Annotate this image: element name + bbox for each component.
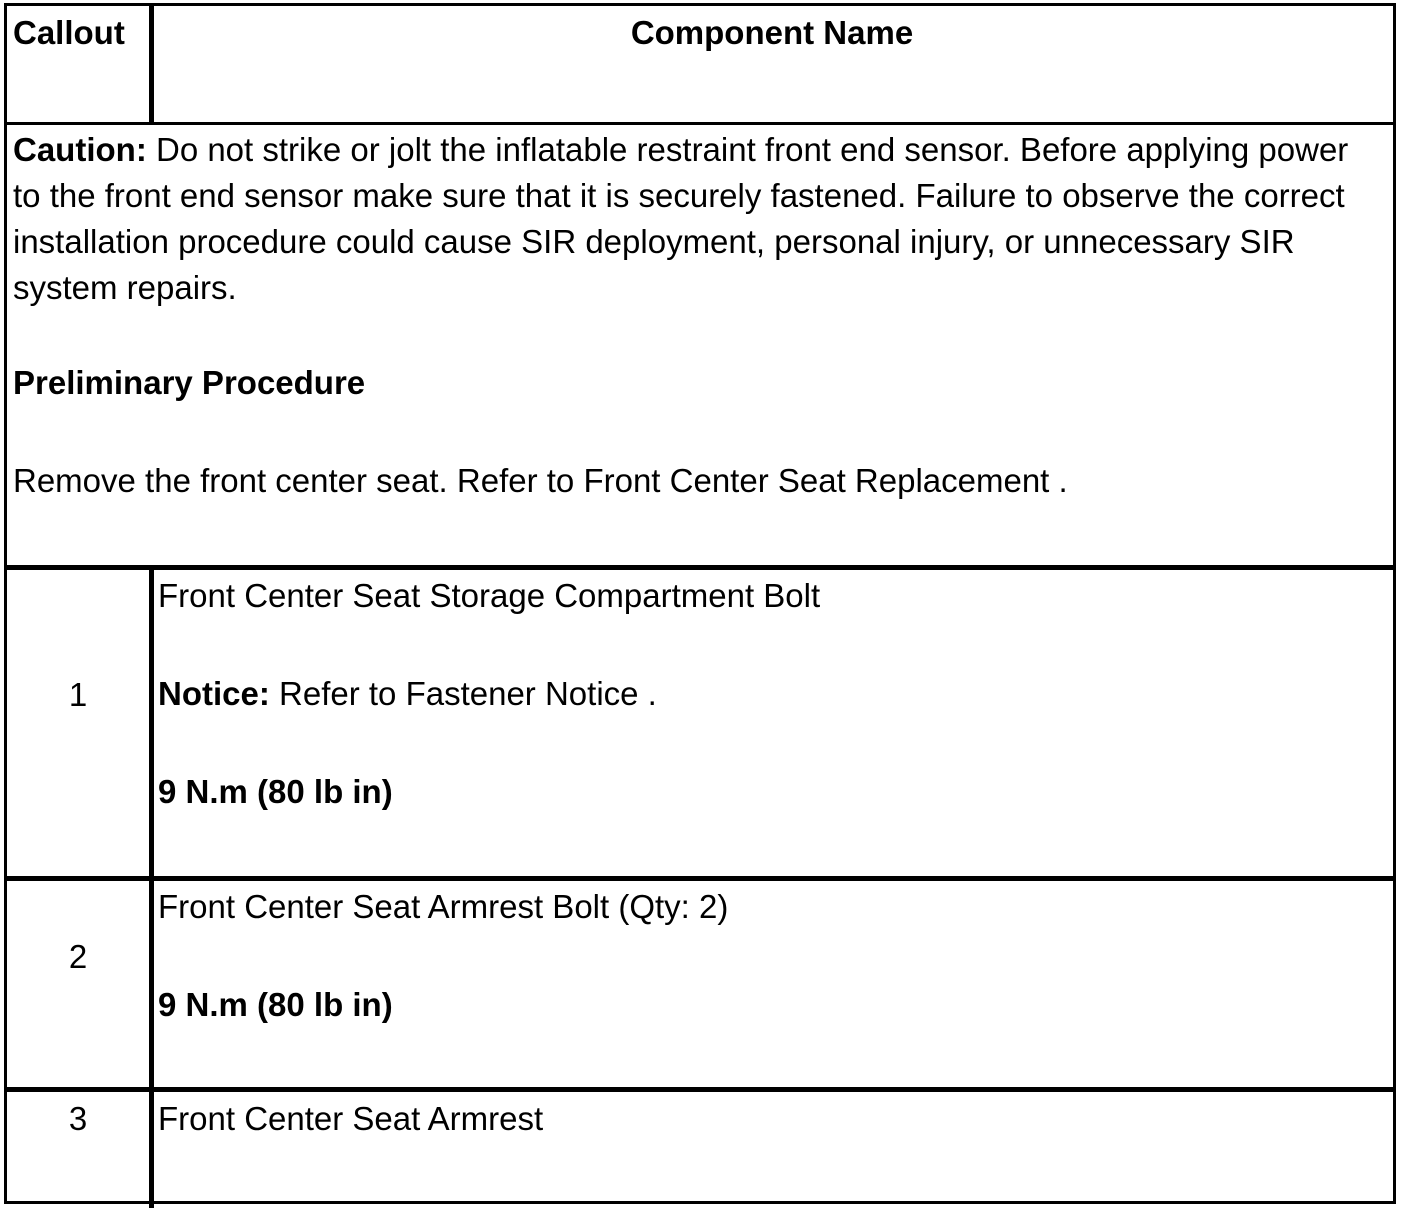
preliminary-procedure-title: Preliminary Procedure — [13, 364, 366, 401]
row-divider-header — [7, 122, 1393, 125]
caution-text: Do not strike or jolt the inflatable restraint front end sensor. Before applying power to the front end sensor make sure that it is securely fastened. Failure to observe the correct installation procedure could cause SIR deployment, personal injury, or unnecessary SIR system repairs. — [13, 131, 1349, 306]
row-divider-procedure — [7, 565, 1393, 570]
component-table — [4, 3, 1396, 1204]
callout-header: Callout — [13, 14, 125, 51]
row-divider-2 — [7, 1087, 1393, 1092]
caution-block — [13, 127, 1383, 311]
row-2-torque: 9 N.m (80 lb in) — [158, 986, 393, 1023]
preliminary-procedure-text: Remove the front center seat. Refer to Front Center Seat Replacement . — [13, 462, 1068, 499]
caution-paragraph — [13, 127, 1383, 311]
row-divider-1 — [7, 876, 1393, 881]
row-2-callout: 2 — [68, 938, 88, 975]
row-3-callout: 3 — [68, 1100, 88, 1137]
row-1-name: Front Center Seat Storage Compartment Bolt — [158, 577, 821, 614]
row-1-notice-text: Refer to Fastener Notice . — [269, 675, 657, 712]
column-divider-rows — [149, 568, 154, 1208]
component-name-header: Component Name — [630, 14, 914, 51]
row-2-component — [158, 884, 1388, 1028]
row-1-notice — [158, 671, 1388, 769]
caution-label: Caution: — [13, 131, 147, 168]
row-3-component: Front Center Seat Armrest — [158, 1100, 544, 1137]
row-1-callout: 1 — [68, 676, 88, 713]
row-2-name: Front Center Seat Armrest Bolt (Qty: 2) — [158, 888, 729, 925]
row-1-component — [158, 573, 1388, 815]
row-1-notice-label: Notice: — [158, 675, 270, 712]
row-1-torque: 9 N.m (80 lb in) — [158, 773, 393, 810]
